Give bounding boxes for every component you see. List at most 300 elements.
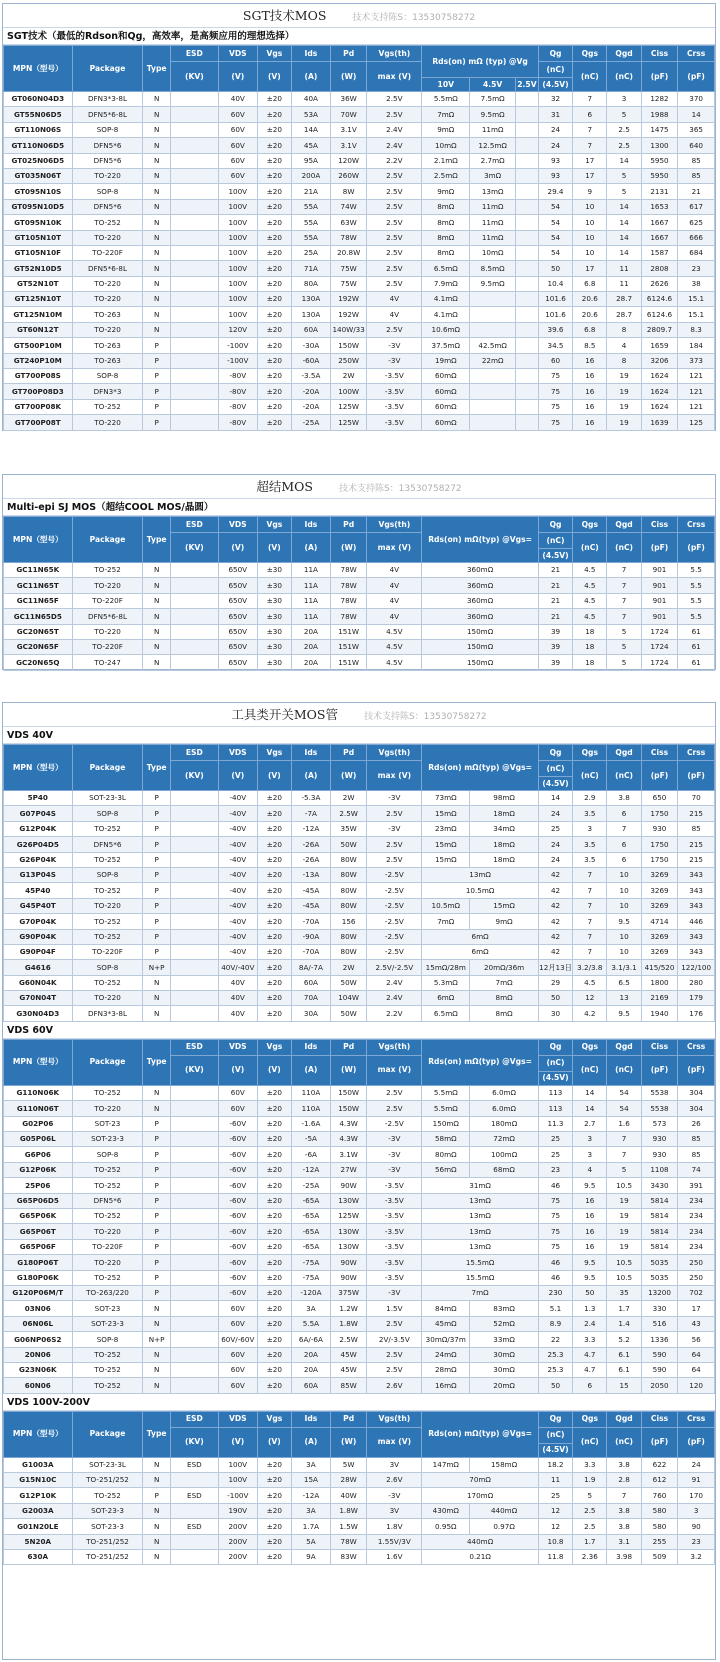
cell: 113 xyxy=(538,1101,572,1116)
cell: 19 xyxy=(607,384,641,399)
col-package: Package xyxy=(72,745,143,791)
cell: 3.1W xyxy=(330,1147,367,1162)
cell: 7 xyxy=(573,92,607,107)
table-row xyxy=(4,1332,715,1347)
cell xyxy=(516,215,539,230)
col-package: Package xyxy=(72,517,143,563)
cell: 151W xyxy=(330,655,367,670)
cell: 2.5V xyxy=(367,107,422,122)
cell: 18 xyxy=(573,624,607,639)
col-vds: VDS xyxy=(218,46,257,62)
spec-table xyxy=(3,45,715,431)
cell: 2.4V xyxy=(367,138,422,153)
cell: 4.5V xyxy=(367,655,422,670)
cell: 101.6 xyxy=(538,292,572,307)
cell: -1.6A xyxy=(292,1116,331,1131)
cell: 60V xyxy=(218,1362,257,1377)
cell: 360mΩ xyxy=(422,563,539,578)
cell: 5950 xyxy=(641,168,678,183)
col-qgd-unit: (nC) xyxy=(607,761,641,791)
col-crss: Crss xyxy=(678,1411,715,1427)
cell: 3A xyxy=(292,1503,331,1518)
cell: 2.5V xyxy=(367,245,422,260)
cell: -3.5V xyxy=(367,1255,422,1270)
cell: 37.5mΩ xyxy=(422,338,470,353)
table-row xyxy=(4,1239,715,1254)
cell: ±20 xyxy=(257,852,291,867)
cell: 21 xyxy=(538,578,572,593)
cell: 650V xyxy=(218,578,257,593)
cell: 150mΩ xyxy=(422,639,539,654)
cell: P xyxy=(143,852,170,867)
cell: 622 xyxy=(641,1457,678,1472)
cell: 4.3W xyxy=(330,1132,367,1147)
table-row xyxy=(4,609,715,624)
cell: 2.36 xyxy=(573,1550,607,1565)
cell: SOT-23-3 xyxy=(72,1132,143,1147)
cell: N+P xyxy=(143,1332,170,1347)
cell xyxy=(170,1208,218,1223)
cell: 90W xyxy=(330,1178,367,1193)
cell: 39 xyxy=(538,624,572,639)
cell: P xyxy=(143,914,170,929)
col-rds-vgs-1: 4.5V xyxy=(470,78,516,92)
cell: 180mΩ xyxy=(470,1116,539,1131)
cell: 440mΩ xyxy=(422,1534,539,1549)
cell: ±20 xyxy=(257,1457,291,1472)
spec-table xyxy=(3,1039,715,1394)
table-row xyxy=(4,230,715,245)
cell: TO-252 xyxy=(72,1085,143,1100)
cell: P xyxy=(143,1224,170,1239)
cell: 8 xyxy=(607,322,641,337)
cell: 10.5mΩ xyxy=(422,898,470,913)
cell: GT500P10M xyxy=(4,338,73,353)
col-package: Package xyxy=(72,1411,143,1457)
cell: G70P04K xyxy=(4,914,73,929)
cell: 901 xyxy=(641,563,678,578)
cell: 1336 xyxy=(641,1332,678,1347)
cell: TO-220 xyxy=(72,276,143,291)
cell: GT060N04D3 xyxy=(4,92,73,107)
col-crss: Crss xyxy=(678,46,715,62)
cell xyxy=(170,593,218,608)
cell: -40V xyxy=(218,883,257,898)
cell: ±20 xyxy=(257,245,291,260)
cell: -25A xyxy=(292,415,331,430)
cell: 4.5V xyxy=(367,624,422,639)
cell: P xyxy=(143,369,170,384)
cell: 930 xyxy=(641,821,678,836)
cell: 60mΩ xyxy=(422,399,470,414)
cell: 1.7 xyxy=(573,1534,607,1549)
cell: -60V xyxy=(218,1208,257,1223)
cell: 3.3 xyxy=(573,1332,607,1347)
cell: 34mΩ xyxy=(470,821,539,836)
cell: GC11N65T xyxy=(4,578,73,593)
col-qg-unit: (nC) xyxy=(538,62,572,78)
cell xyxy=(170,307,218,322)
cell: -70A xyxy=(292,914,331,929)
col-vgsth-unit: max (V) xyxy=(367,761,422,791)
cell: 1.5V xyxy=(367,1301,422,1316)
cell: 250 xyxy=(678,1255,715,1270)
cell: ±20 xyxy=(257,991,291,1006)
cell xyxy=(516,384,539,399)
cell: 2.5V xyxy=(367,1316,422,1331)
cell: 14 xyxy=(607,245,641,260)
col-vds-unit: (V) xyxy=(218,533,257,563)
cell: 52mΩ xyxy=(470,1316,539,1331)
cell: ±20 xyxy=(257,837,291,852)
cell: 16 xyxy=(573,415,607,430)
cell: G6P06 xyxy=(4,1147,73,1162)
cell: 2.8 xyxy=(607,1473,641,1488)
cell: 192W xyxy=(330,292,367,307)
cell: 200V xyxy=(218,1519,257,1534)
cell xyxy=(516,338,539,353)
cell: 60V xyxy=(218,1316,257,1331)
cell: 80W xyxy=(330,883,367,898)
cell: 440mΩ xyxy=(470,1503,539,1518)
cell: TO-252 xyxy=(72,399,143,414)
cell: SOP-8 xyxy=(72,806,143,821)
cell xyxy=(170,292,218,307)
cell: 12.5mΩ xyxy=(470,138,516,153)
cell: 60mΩ xyxy=(422,369,470,384)
cell: 192W xyxy=(330,307,367,322)
cell: 14 xyxy=(678,107,715,122)
cell: N xyxy=(143,92,170,107)
cell: -5A xyxy=(292,1132,331,1147)
cell: 280 xyxy=(678,975,715,990)
cell: 64 xyxy=(678,1347,715,1362)
col-vds-unit: (V) xyxy=(218,1427,257,1457)
cell: 8mΩ xyxy=(422,230,470,245)
cell: 7 xyxy=(573,867,607,882)
cell xyxy=(516,415,539,430)
cell: -60V xyxy=(218,1224,257,1239)
cell: 45W xyxy=(330,1347,367,1362)
cell: 19 xyxy=(607,369,641,384)
col-vgs-unit: (V) xyxy=(257,62,291,92)
cell: P xyxy=(143,1239,170,1254)
cell: 45P40 xyxy=(4,883,73,898)
table-row xyxy=(4,1347,715,1362)
cell: 39 xyxy=(538,639,572,654)
cell: 35W xyxy=(330,821,367,836)
cell: -100V xyxy=(218,1488,257,1503)
cell: ±20 xyxy=(257,168,291,183)
cell: -75A xyxy=(292,1270,331,1285)
cell: P xyxy=(143,1147,170,1162)
table-row xyxy=(4,944,715,959)
cell xyxy=(516,369,539,384)
cell: G65P06D5 xyxy=(4,1193,73,1208)
cell: ±20 xyxy=(257,1550,291,1565)
cell: 12月13日 xyxy=(538,960,572,975)
col-ids-unit: (A) xyxy=(292,1055,331,1085)
cell: 10 xyxy=(607,867,641,882)
cell: 100V xyxy=(218,1457,257,1472)
cell: 2.6V xyxy=(367,1473,422,1488)
cell: ±20 xyxy=(257,1162,291,1177)
cell xyxy=(516,245,539,260)
table-row xyxy=(4,1503,715,1518)
cell: ±20 xyxy=(257,1006,291,1021)
cell: 4.2 xyxy=(573,1006,607,1021)
cell: 61 xyxy=(678,639,715,654)
cell: N xyxy=(143,261,170,276)
cell: ±20 xyxy=(257,107,291,122)
cell: 391 xyxy=(678,1178,715,1193)
cell: 25A xyxy=(292,245,331,260)
table-row xyxy=(4,1534,715,1549)
cell: TO-252 xyxy=(72,1378,143,1393)
cell: 13200 xyxy=(641,1285,678,1300)
cell: 28W xyxy=(330,1473,367,1488)
col-rds: Rds(on) mΩ(typ) @Vgs= xyxy=(422,1411,539,1457)
cell: N+P xyxy=(143,960,170,975)
col-qg: Qg xyxy=(538,745,572,761)
cell: 7 xyxy=(607,563,641,578)
cell: P xyxy=(143,1255,170,1270)
cell: 85 xyxy=(678,1147,715,1162)
cell: ±20 xyxy=(257,1193,291,1208)
cell xyxy=(516,307,539,322)
col-vgsth: Vgs(th) xyxy=(367,1039,422,1055)
cell: SOP-8 xyxy=(72,867,143,882)
cell: 4.3W xyxy=(330,1116,367,1131)
cell: 215 xyxy=(678,852,715,867)
cell: 19mΩ xyxy=(422,353,470,368)
cell: 6124.6 xyxy=(641,292,678,307)
cell: 80W xyxy=(330,852,367,867)
cell: P xyxy=(143,791,170,806)
cell: G110N06K xyxy=(4,1085,73,1100)
cell: 612 xyxy=(641,1473,678,1488)
col-vgsth-unit: max (V) xyxy=(367,533,422,563)
cell: 4.7 xyxy=(573,1362,607,1377)
cell: 50 xyxy=(573,1285,607,1300)
cell: N xyxy=(143,624,170,639)
cell: 11.8 xyxy=(538,1550,572,1565)
cell: 6.5mΩ xyxy=(422,1006,470,1021)
cell: 12 xyxy=(573,991,607,1006)
cell: 78W xyxy=(330,609,367,624)
cell: ESD xyxy=(170,1457,218,1472)
col-type: Type xyxy=(143,517,170,563)
cell: 3.5 xyxy=(573,806,607,821)
cell: N xyxy=(143,1473,170,1488)
cell xyxy=(470,307,516,322)
cell: TO-220 xyxy=(72,1255,143,1270)
cell: 63W xyxy=(330,215,367,230)
cell: 176 xyxy=(678,1006,715,1021)
cell: 6 xyxy=(607,837,641,852)
cell: -40V xyxy=(218,791,257,806)
cell: TO-252 xyxy=(72,914,143,929)
cell xyxy=(170,353,218,368)
col-qg-cond: (4.5V) xyxy=(538,1443,572,1457)
col-vds-unit: (V) xyxy=(218,761,257,791)
cell: 2.5 xyxy=(607,122,641,137)
cell: G120P06M/T xyxy=(4,1285,73,1300)
cell: 24 xyxy=(538,837,572,852)
cell: 7.9mΩ xyxy=(422,276,470,291)
cell: 360mΩ xyxy=(422,593,539,608)
col-qgs-unit: (nC) xyxy=(573,761,607,791)
col-vds: VDS xyxy=(218,1039,257,1055)
cell: 304 xyxy=(678,1085,715,1100)
table-row xyxy=(4,1519,715,1534)
cell: TO-220 xyxy=(72,578,143,593)
cell: SOT-23-3L xyxy=(72,791,143,806)
cell: 20A xyxy=(292,624,331,639)
cell: N xyxy=(143,292,170,307)
cell: 17 xyxy=(678,1301,715,1316)
col-vgs-unit: (V) xyxy=(257,761,291,791)
col-qgd-unit: (nC) xyxy=(607,1427,641,1457)
cell: 120V xyxy=(218,322,257,337)
cell xyxy=(170,122,218,137)
cell: ±20 xyxy=(257,1301,291,1316)
cell: 150mΩ xyxy=(422,655,539,670)
cell: 1653 xyxy=(641,199,678,214)
cell: -3.5V xyxy=(367,384,422,399)
cell: ±20 xyxy=(257,975,291,990)
cell: 16 xyxy=(573,1193,607,1208)
cell: 151W xyxy=(330,624,367,639)
cell: 42.5mΩ xyxy=(470,338,516,353)
cell: 21 xyxy=(538,609,572,624)
cell: 3269 xyxy=(641,867,678,882)
cell: ±20 xyxy=(257,153,291,168)
col-ids: Ids xyxy=(292,745,331,761)
cell: 15 xyxy=(607,1378,641,1393)
cell: P xyxy=(143,1116,170,1131)
cell xyxy=(516,138,539,153)
table-row xyxy=(4,1132,715,1147)
col-type: Type xyxy=(143,1411,170,1457)
cell: 3mΩ xyxy=(470,168,516,183)
cell: 375W xyxy=(330,1285,367,1300)
cell: GT110N06D5 xyxy=(4,138,73,153)
cell: 75W xyxy=(330,261,367,276)
cell xyxy=(170,975,218,990)
cell: G07P04S xyxy=(4,806,73,821)
cell: 54 xyxy=(538,245,572,260)
cell: 901 xyxy=(641,578,678,593)
cell: 38 xyxy=(678,276,715,291)
cell: 54 xyxy=(607,1101,641,1116)
section-title-text: SGT技术MOS xyxy=(242,8,327,23)
cell: 5 xyxy=(607,1162,641,1177)
cell: -2.5V xyxy=(367,898,422,913)
section-title-text: 工具类开关MOS管 xyxy=(231,707,338,722)
cell: 75 xyxy=(538,1224,572,1239)
col-vgs-unit: (V) xyxy=(257,533,291,563)
cell: N xyxy=(143,578,170,593)
cell: G90P04F xyxy=(4,944,73,959)
cell: 8 xyxy=(607,353,641,368)
cell: 2.4V xyxy=(367,991,422,1006)
cell: 1659 xyxy=(641,338,678,353)
cell: -3.5V xyxy=(367,1270,422,1285)
cell: 121 xyxy=(678,369,715,384)
cell: TO-263 xyxy=(72,307,143,322)
cell: 8mΩ xyxy=(470,991,539,1006)
cell: TO-252 xyxy=(72,852,143,867)
cell: 33mΩ xyxy=(470,1332,539,1347)
table-row xyxy=(4,1162,715,1177)
cell: 2.4V xyxy=(367,975,422,990)
cell: 120 xyxy=(678,1378,715,1393)
cell: 3269 xyxy=(641,944,678,959)
spec-table xyxy=(3,516,715,671)
cell: 7 xyxy=(573,883,607,898)
table-row xyxy=(4,914,715,929)
cell: 5.5mΩ xyxy=(422,1101,470,1116)
cell: 29.4 xyxy=(538,184,572,199)
cell: 74 xyxy=(678,1162,715,1177)
cell: -60V xyxy=(218,1285,257,1300)
cell: DFN5*6 xyxy=(72,199,143,214)
cell: 15.5mΩ xyxy=(422,1270,539,1285)
cell: 5 xyxy=(607,168,641,183)
cell: SOT-23-3 xyxy=(72,1519,143,1534)
cell xyxy=(170,791,218,806)
cell: 100V xyxy=(218,276,257,291)
cell: 50W xyxy=(330,1006,367,1021)
cell: 24mΩ xyxy=(422,1347,470,1362)
cell xyxy=(516,230,539,245)
cell: 1639 xyxy=(641,415,678,430)
cell: 6.1 xyxy=(607,1347,641,1362)
cell: TO-252 xyxy=(72,1162,143,1177)
cell xyxy=(470,369,516,384)
cell: 5.1 xyxy=(538,1301,572,1316)
cell: ±30 xyxy=(257,563,291,578)
cell: GC20N65Q xyxy=(4,655,73,670)
cell: 7 xyxy=(607,609,641,624)
cell: GT52N10T xyxy=(4,276,73,291)
cell: 930 xyxy=(641,1147,678,1162)
cell: 24 xyxy=(678,1457,715,1472)
col-pd: Pd xyxy=(330,1411,367,1427)
cell: 98mΩ xyxy=(470,791,539,806)
cell: TO-220F xyxy=(72,1239,143,1254)
cell: 11mΩ xyxy=(470,122,516,137)
cell: -3V xyxy=(367,1132,422,1147)
cell: SOT-23-3 xyxy=(72,1503,143,1518)
cell: -40V xyxy=(218,821,257,836)
cell xyxy=(470,415,516,430)
cell: P xyxy=(143,338,170,353)
cell: 3.3 xyxy=(573,1457,607,1472)
table-row xyxy=(4,1550,715,1565)
col-qgd: Qgd xyxy=(607,1411,641,1427)
cell: G15N10C xyxy=(4,1473,73,1488)
cell: 31 xyxy=(538,107,572,122)
cell: P xyxy=(143,1162,170,1177)
col-rds: Rds(on) mΩ(typ) @Vgs= xyxy=(422,745,539,791)
cell: ±20 xyxy=(257,276,291,291)
cell: -40V xyxy=(218,929,257,944)
cell: 80W xyxy=(330,867,367,882)
cell: 13mΩ xyxy=(470,184,516,199)
cell: G01N20LE xyxy=(4,1519,73,1534)
